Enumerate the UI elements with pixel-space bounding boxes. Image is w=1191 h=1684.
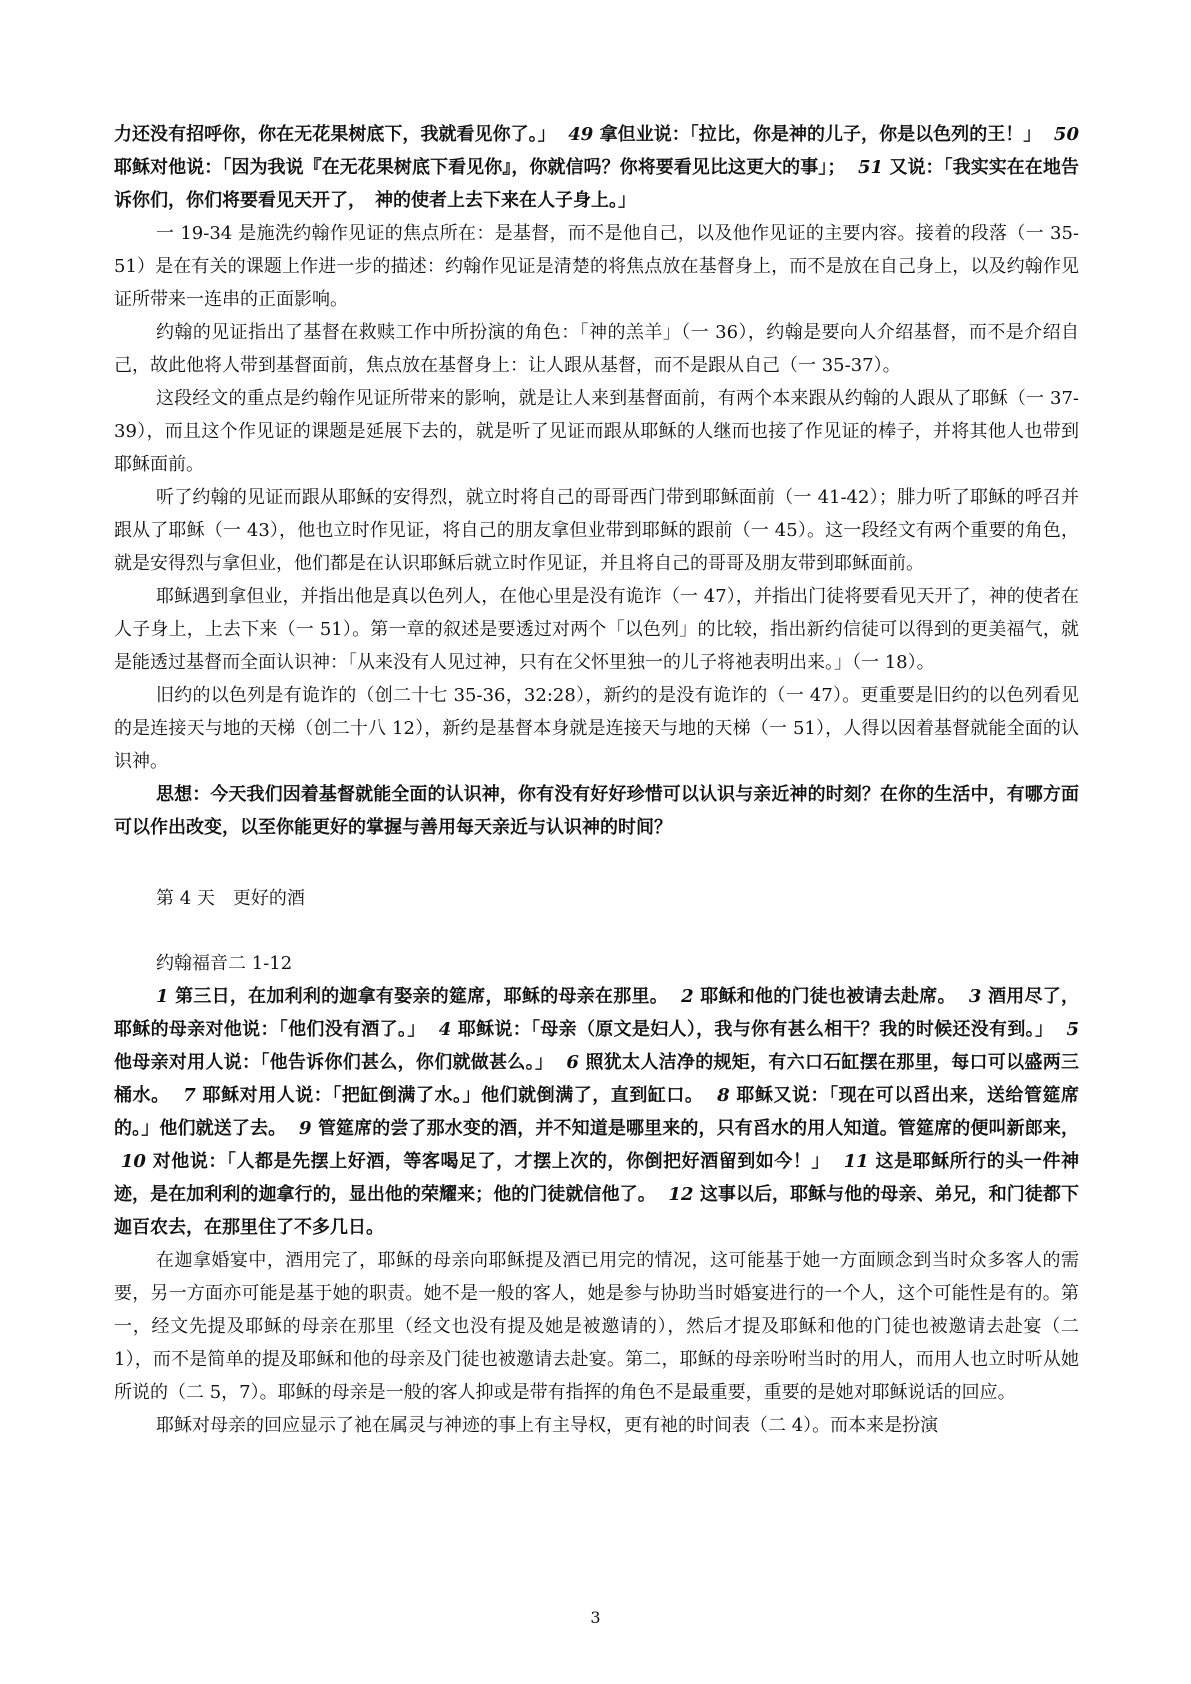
verse-text: 又说：「我实实在在地告诉你们，你们将要看见天开了， 神的使者上去下来在人子身上。」 [114, 157, 1079, 211]
day-heading: 第 4 天 更好的酒 [156, 888, 305, 909]
verse-number: 8 [717, 1085, 730, 1106]
verse-text: 耶稣对用人说：「把缸倒满了水。」他们就倒满了，直到缸口。 [202, 1085, 704, 1106]
commentary-paragraph: 听了约翰的见证而跟从耶稣的安得烈，就立时将自己的哥哥西门带到耶稣面前（一 41-42）；腓力听了耶稣的呼召并跟从了耶稣（一 43），他也立时作见证，将自己的朋友拿但业带到耶稣的跟前（一 45）。这一段经文有两个重要的角色，就是安得烈与拿但业，他们都是在认识耶稣后就立时作见证，并且将自己的哥哥及朋友带到耶稣面前。 [114, 487, 1079, 574]
verse-number: 51 [858, 157, 884, 178]
commentary-paragraph: 这段经文的重点是约翰作见证所带来的影响，就是让人来到基督面前，有两个本来跟从约翰的人跟从了耶稣（一 37-39），而且这个作见证的课题是延展下去的，就是听了见证而跟从耶稣的人继而也接了作见证的棒子，并将其他人也带到耶稣面前。 [114, 388, 1079, 475]
verse-text: 这是耶稣所行的头一件神迹，是在加利利的迦拿行的，显出他的荣耀来；他的门徒就信他了。 [114, 1151, 1079, 1205]
verse-text: 第三日，在加利利的迦拿有娶亲的筵席，耶稣的母亲在那里。 [175, 986, 669, 1007]
commentary-paragraph: 耶稣对母亲的回应显示了祂在属灵与神迹的事上有主导权，更有祂的时间表（二 4）。而本来是扮演 [156, 1415, 939, 1436]
verse-number: 4 [438, 1019, 452, 1040]
commentary-paragraph: 约翰的见证指出了基督在救赎工作中所扮演的角色：「神的羔羊」（一 36），约翰是要向人介绍基督，而不是介绍自己，故此他将人带到基督面前，焦点放在基督身上：让人跟从基督，而不是跟从自己（一 35-37）。 [114, 322, 1079, 376]
commentary-paragraph: 在迦拿婚宴中，酒用完了，耶稣的母亲向耶稣提及酒已用完的情况，这可能基于她一方面顾念到当时众多客人的需要，另一方面亦可能是基于她的职责。她不是一般的客人，她是参与协助当时婚宴进行的一个人，这个可能性是有的。第一，经文先提及耶稣的母亲在那里（经文也没有提及她是被邀请的），然后才提及耶稣和他的门徒也被邀请去赴宴（二 1），而不是简单的提及耶稣和他的母亲及门徒也被邀请去赴宴。第二，耶稣的母亲吩咐当时的用人，而用人也立时听从她所说的（二 5，7）。耶稣的母亲是一般的客人抑或是带有指挥的角色不是最重要，重要的是她对耶稣说话的回应。 [114, 1250, 1079, 1403]
commentary-paragraph: 耶稣遇到拿但业，并指出他是真以色列人，在他心里是没有诡诈（一 47），并指出门徒将要看见天开了，神的使者在人子身上，上去下来（一 51）。第一章的叙述是要透过对两个「以色列」的比较，指出新约信徒可以得到的更美福气，就是能透过基督而全面认识神：「从来没有人见过神，只有在父怀里独一的儿子将祂表明出来。」（一 18）。 [114, 586, 1079, 673]
verse-text: 照犹太人洁净的规矩，有六口石缸摆在那里，每口可以盛两三桶水。 [114, 1052, 1079, 1106]
verse-number: 11 [843, 1151, 869, 1172]
reflection-paragraph: 思想：今天我们因着基督就能全面的认识神，你有没有好好珍惜可以认识与亲近神的时刻？在你的生活中，有哪方面可以作出改变，以至你能更好的掌握与善用每天亲近与认识神的时间？ [114, 784, 1079, 838]
verse-number: 1 [156, 986, 169, 1007]
verse-text: 耶稣和他的门徒也被请去赴席。 [700, 986, 956, 1007]
scripture-passage [114, 980, 1079, 1244]
verse-number: 49 [568, 124, 594, 145]
commentary-paragraph: 旧约的以色列是有诡诈的（创二十七 35-36，32:28），新约的是没有诡诈的（一 47）。更重要是旧约的以色列看见的是连接天与地的天梯（创二十八 12），新约是基督本身就是连接天与地的天梯（一 51），人得以因着基督就能全面的认识神。 [114, 685, 1079, 772]
verse-text: 管筵席的尝了那水变的酒，并不知道是哪里来的，只有舀水的用人知道。管筵席的便叫新郎来， [317, 1118, 1079, 1139]
verse-number: 5 [1066, 1019, 1079, 1040]
verse-text: 耶稣又说：「现在可以舀出来，送给管筵席的。」他们就送了去。 [114, 1085, 1080, 1139]
verse-text: 对他说：「人都是先摆上好酒，等客喝足了，才摆上次的，你倒把好酒留到如今！」 [152, 1151, 830, 1172]
verse-number: 6 [566, 1052, 579, 1073]
verse-number: 7 [183, 1085, 196, 1106]
commentary-paragraph: 一 19-34 是施洗约翰作见证的焦点所在：是基督，而不是他自己，以及他作见证的主要内容。接着的段落（一 35-51）是在有关的课题上作进一步的描述：约翰作见证是清楚的将焦点放在基督身上，而不是放在自己身上，以及约翰作见证所带来一连串的正面影响。 [114, 223, 1079, 310]
verse-number: 10 [120, 1151, 146, 1172]
verse-text: 力还没有招呼你，你在无花果树底下，我就看见你了。」 [114, 124, 556, 145]
verse-number: 50 [1053, 124, 1079, 145]
verse-text: 酒用尽了，耶稣的母亲对他说：「他们没有酒了。」 [114, 986, 1079, 1040]
verse-text: 拿但业说：「拉比，你是神的儿子，你是以色列的王！」 [599, 124, 1042, 145]
verse-number: 3 [968, 986, 982, 1007]
verse-number: 12 [668, 1184, 694, 1205]
verse-text: 耶稣对他说：「因为我说『在无花果树底下看见你』，你就信吗？你将要看见比这更大的事」； [114, 157, 846, 178]
verse-text: 他母亲对用人说：「他告诉你们甚么，你们就做甚么。」 [114, 1052, 554, 1073]
verse-number: 2 [681, 986, 694, 1007]
verse-text: 这事以后，耶稣与他的母亲、弟兄，和门徒都下迦百农去，在那里住了不多几日。 [114, 1184, 1079, 1238]
verse-text: 耶稣说：「母亲（原文是妇人），我与你有甚么相干？我的时候还没有到。」 [457, 1019, 1054, 1040]
scripture-continuation [114, 118, 1079, 217]
verse-number: 9 [299, 1118, 312, 1139]
page-number: 3 [590, 1608, 601, 1627]
scripture-reference: 约翰福音二 1-12 [156, 953, 293, 974]
